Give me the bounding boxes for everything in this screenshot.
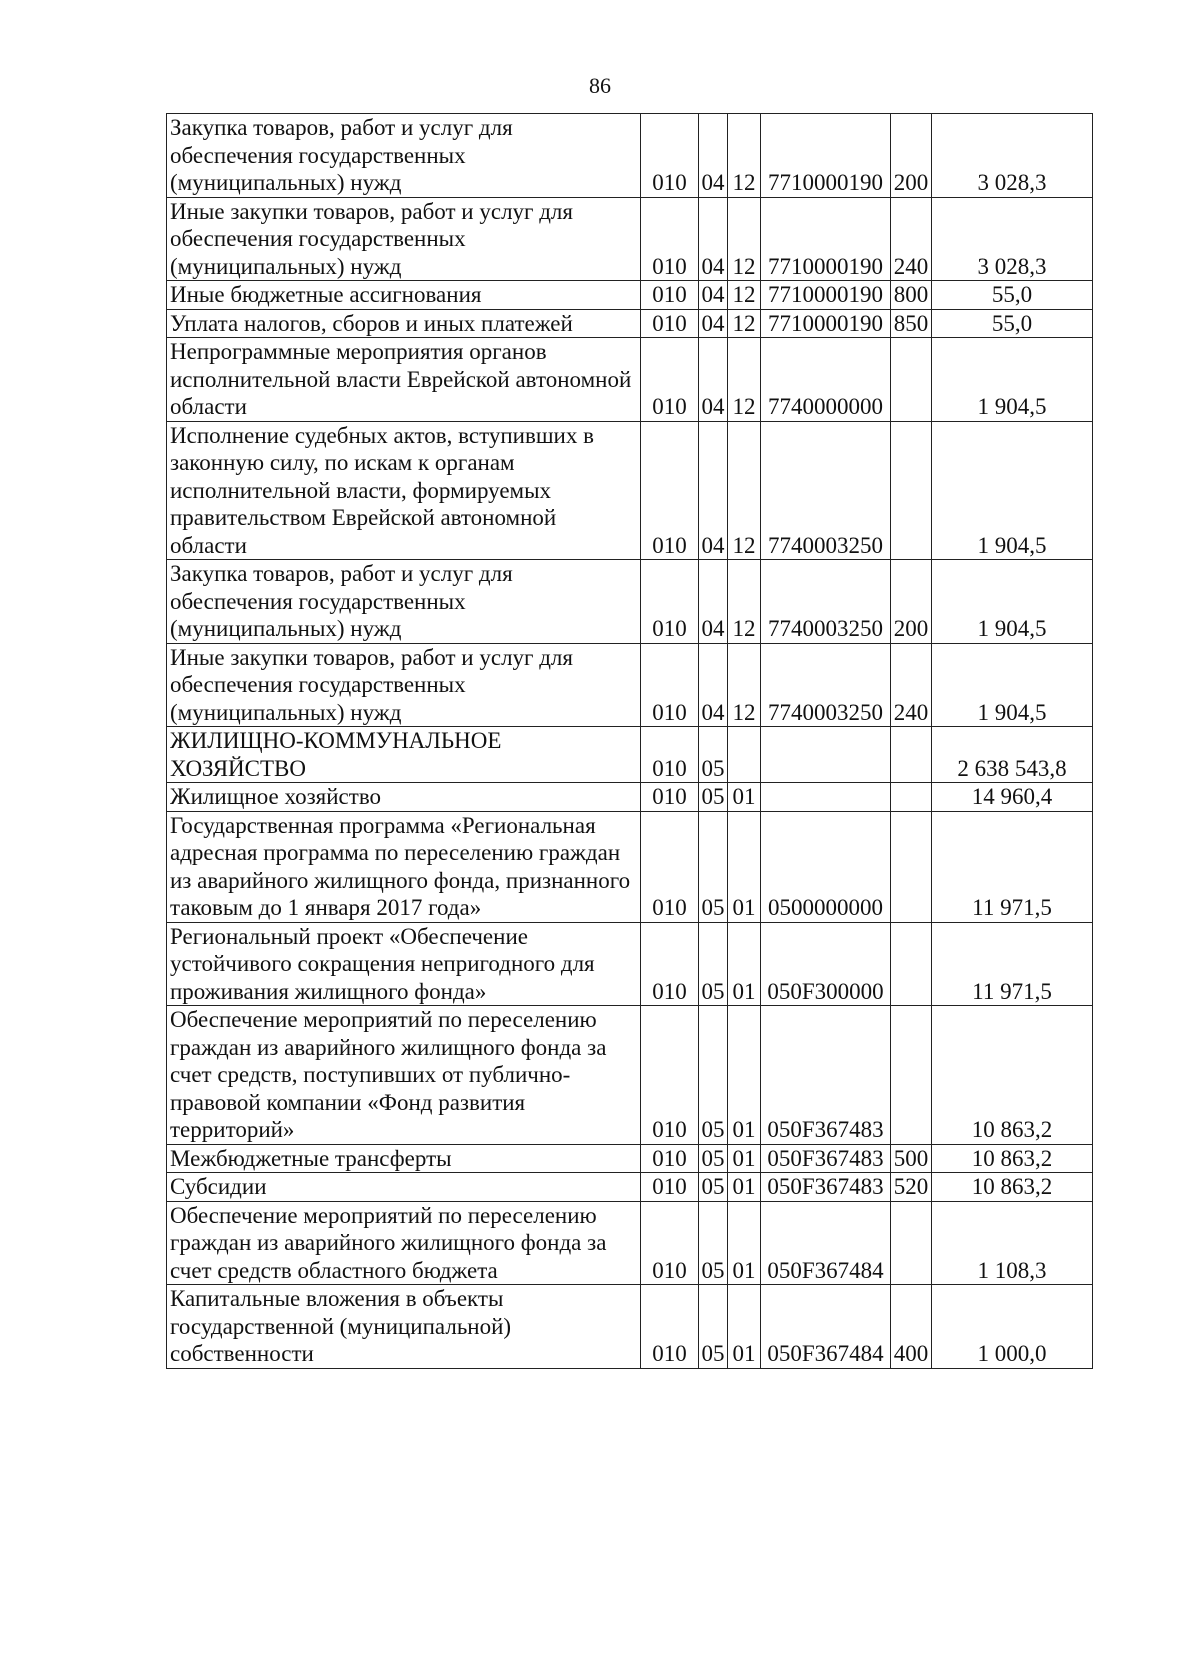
budget-table-body: [167, 114, 1093, 1369]
subsection-code-cell: 01: [728, 1201, 761, 1285]
amount-cell: 10 863,2: [932, 1006, 1093, 1145]
row-name-cell: Жилищное хозяйство: [167, 783, 641, 812]
grbs-code-cell: 010: [641, 783, 699, 812]
expense-type-cell: [891, 421, 932, 560]
budget-table: [166, 113, 1093, 1369]
target-article-cell: 0500000000: [761, 811, 891, 922]
table-row: [167, 281, 1093, 310]
target-article-cell: 050F367483: [761, 1144, 891, 1173]
row-name-cell: Иные закупки товаров, работ и услуг для обеспечения государственных (муниципальных) нужд: [167, 197, 641, 281]
grbs-code-cell: 010: [641, 197, 699, 281]
subsection-code-cell: 01: [728, 1006, 761, 1145]
grbs-code-cell: 010: [641, 1144, 699, 1173]
section-code-cell: 04: [699, 309, 728, 338]
target-article-cell: 7710000190: [761, 309, 891, 338]
row-name-cell: Государственная программа «Региональная адресная программа по переселению граждан из аварийного жилищного фонда, признанного таковым до 1 января 2017 года»: [167, 811, 641, 922]
target-article-cell: 050F367484: [761, 1285, 891, 1369]
amount-cell: 14 960,4: [932, 783, 1093, 812]
page-number: 86: [589, 73, 611, 98]
amount-cell: 3 028,3: [932, 114, 1093, 198]
grbs-code-cell: 010: [641, 114, 699, 198]
expense-type-cell: 800: [891, 281, 932, 310]
table-row: [167, 309, 1093, 338]
table-row: [167, 1173, 1093, 1202]
amount-cell: 55,0: [932, 281, 1093, 310]
target-article-cell: 050F367483: [761, 1006, 891, 1145]
grbs-code-cell: 010: [641, 281, 699, 310]
grbs-code-cell: 010: [641, 727, 699, 783]
subsection-code-cell: 12: [728, 560, 761, 644]
row-name-cell: Иные бюджетные ассигнования: [167, 281, 641, 310]
grbs-code-cell: 010: [641, 1006, 699, 1145]
target-article-cell: [761, 727, 891, 783]
section-code-cell: 05: [699, 1201, 728, 1285]
expense-type-cell: 400: [891, 1285, 932, 1369]
table-row: [167, 1285, 1093, 1369]
row-name-cell: Иные закупки товаров, работ и услуг для обеспечения государственных (муниципальных) нужд: [167, 643, 641, 727]
expense-type-cell: 240: [891, 643, 932, 727]
section-code-cell: 05: [699, 1006, 728, 1145]
table-row: [167, 197, 1093, 281]
section-code-cell: 05: [699, 811, 728, 922]
grbs-code-cell: 010: [641, 338, 699, 422]
section-code-cell: 04: [699, 560, 728, 644]
expense-type-cell: 850: [891, 309, 932, 338]
subsection-code-cell: 12: [728, 309, 761, 338]
row-name-cell: Уплата налогов, сборов и иных платежей: [167, 309, 641, 338]
section-code-cell: 05: [699, 783, 728, 812]
expense-type-cell: 240: [891, 197, 932, 281]
target-article-cell: 7740000000: [761, 338, 891, 422]
table-row: [167, 727, 1093, 783]
row-name-cell: Субсидии: [167, 1173, 641, 1202]
table-row: [167, 1144, 1093, 1173]
grbs-code-cell: 010: [641, 1173, 699, 1202]
row-name-cell: Региональный проект «Обеспечение устойчивого сокращения непригодного для проживания жилищного фонда»: [167, 922, 641, 1006]
expense-type-cell: 520: [891, 1173, 932, 1202]
subsection-code-cell: 01: [728, 783, 761, 812]
subsection-code-cell: 01: [728, 811, 761, 922]
amount-cell: 10 863,2: [932, 1144, 1093, 1173]
amount-cell: 1 904,5: [932, 560, 1093, 644]
expense-type-cell: [891, 922, 932, 1006]
grbs-code-cell: 010: [641, 922, 699, 1006]
target-article-cell: 7710000190: [761, 114, 891, 198]
amount-cell: 2 638 543,8: [932, 727, 1093, 783]
section-code-cell: 05: [699, 1173, 728, 1202]
section-code-cell: 05: [699, 1144, 728, 1173]
table-row: [167, 643, 1093, 727]
amount-cell: 3 028,3: [932, 197, 1093, 281]
grbs-code-cell: 010: [641, 643, 699, 727]
expense-type-cell: [891, 1006, 932, 1145]
target-article-cell: 050F367483: [761, 1173, 891, 1202]
target-article-cell: 7740003250: [761, 560, 891, 644]
expense-type-cell: [891, 727, 932, 783]
target-article-cell: 7710000190: [761, 281, 891, 310]
section-code-cell: 04: [699, 421, 728, 560]
table-row: [167, 783, 1093, 812]
target-article-cell: [761, 783, 891, 812]
subsection-code-cell: 01: [728, 1173, 761, 1202]
section-code-cell: 04: [699, 643, 728, 727]
table-row: [167, 338, 1093, 422]
table-row: [167, 1006, 1093, 1145]
table-row: [167, 114, 1093, 198]
subsection-code-cell: 12: [728, 421, 761, 560]
target-article-cell: 050F367484: [761, 1201, 891, 1285]
subsection-code-cell: 12: [728, 197, 761, 281]
row-name-cell: Исполнение судебных актов, вступивших в законную силу, по искам к органам исполнительной власти, формируемых правительством Еврейской автономной области: [167, 421, 641, 560]
expense-type-cell: [891, 1201, 932, 1285]
section-code-cell: 04: [699, 197, 728, 281]
section-code-cell: 05: [699, 727, 728, 783]
amount-cell: 11 971,5: [932, 811, 1093, 922]
target-article-cell: 7710000190: [761, 197, 891, 281]
row-name-cell: Непрограммные мероприятия органов исполнительной власти Еврейской автономной области: [167, 338, 641, 422]
grbs-code-cell: 010: [641, 560, 699, 644]
row-name-cell: ЖИЛИЩНО-КОММУНАЛЬНОЕ ХОЗЯЙСТВО: [167, 727, 641, 783]
section-code-cell: 04: [699, 338, 728, 422]
row-name-cell: Закупка товаров, работ и услуг для обеспечения государственных (муниципальных) нужд: [167, 560, 641, 644]
amount-cell: 1 904,5: [932, 421, 1093, 560]
row-name-cell: Обеспечение мероприятий по переселению граждан из аварийного жилищного фонда за счет средств, поступивших от публично-правовой компании «Фонд развития территорий»: [167, 1006, 641, 1145]
grbs-code-cell: 010: [641, 1285, 699, 1369]
section-code-cell: 04: [699, 281, 728, 310]
table-row: [167, 922, 1093, 1006]
expense-type-cell: [891, 338, 932, 422]
section-code-cell: 04: [699, 114, 728, 198]
section-code-cell: 05: [699, 922, 728, 1006]
row-name-cell: Закупка товаров, работ и услуг для обеспечения государственных (муниципальных) нужд: [167, 114, 641, 198]
row-name-cell: Обеспечение мероприятий по переселению граждан из аварийного жилищного фонда за счет средств областного бюджета: [167, 1201, 641, 1285]
grbs-code-cell: 010: [641, 811, 699, 922]
amount-cell: 1 904,5: [932, 338, 1093, 422]
amount-cell: 1 000,0: [932, 1285, 1093, 1369]
table-row: [167, 560, 1093, 644]
grbs-code-cell: 010: [641, 1201, 699, 1285]
expense-type-cell: [891, 811, 932, 922]
subsection-code-cell: 01: [728, 1144, 761, 1173]
target-article-cell: 050F300000: [761, 922, 891, 1006]
grbs-code-cell: 010: [641, 309, 699, 338]
subsection-code-cell: 12: [728, 114, 761, 198]
amount-cell: 11 971,5: [932, 922, 1093, 1006]
subsection-code-cell: 12: [728, 643, 761, 727]
table-row: [167, 811, 1093, 922]
subsection-code-cell: [728, 727, 761, 783]
subsection-code-cell: 01: [728, 1285, 761, 1369]
amount-cell: 1 904,5: [932, 643, 1093, 727]
grbs-code-cell: 010: [641, 421, 699, 560]
amount-cell: 55,0: [932, 309, 1093, 338]
expense-type-cell: 500: [891, 1144, 932, 1173]
subsection-code-cell: 12: [728, 281, 761, 310]
target-article-cell: 7740003250: [761, 643, 891, 727]
expense-type-cell: [891, 783, 932, 812]
table-row: [167, 1201, 1093, 1285]
expense-type-cell: 200: [891, 560, 932, 644]
section-code-cell: 05: [699, 1285, 728, 1369]
amount-cell: 10 863,2: [932, 1173, 1093, 1202]
row-name-cell: Капитальные вложения в объекты государственной (муниципальной) собственности: [167, 1285, 641, 1369]
amount-cell: 1 108,3: [932, 1201, 1093, 1285]
table-row: [167, 421, 1093, 560]
target-article-cell: 7740003250: [761, 421, 891, 560]
subsection-code-cell: 12: [728, 338, 761, 422]
row-name-cell: Межбюджетные трансферты: [167, 1144, 641, 1173]
expense-type-cell: 200: [891, 114, 932, 198]
subsection-code-cell: 01: [728, 922, 761, 1006]
